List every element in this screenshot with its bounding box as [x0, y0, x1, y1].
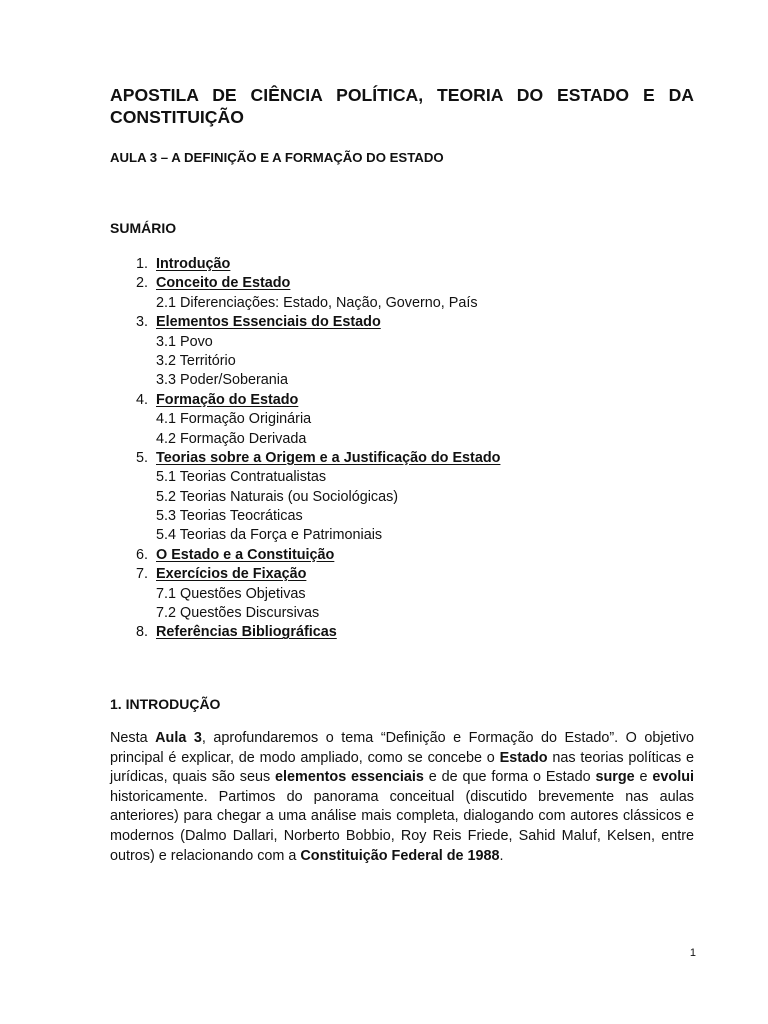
summary-item — [110, 391, 710, 410]
summary-item — [110, 255, 710, 274]
summary-item — [110, 313, 710, 332]
summary-item-number — [110, 623, 156, 642]
summary-item-label: O Estado e a Constituição — [156, 546, 335, 563]
summary-item-label: Teorias sobre a Origem e a Justificação do Estado — [156, 449, 501, 466]
summary-item-label: Conceito de Estado — [156, 275, 291, 292]
summary-item-number — [110, 274, 156, 293]
body-text: nas teorias políticas e jurídicas, quais são seus — [110, 749, 694, 786]
summary-subitem: 3.1 Povo — [156, 333, 213, 350]
summary-item-number-text: 1. — [135, 256, 148, 272]
emphasis-text: evolui — [652, 769, 694, 786]
summary-item-number — [110, 391, 156, 410]
summary-item — [110, 274, 710, 293]
summary-item-number — [110, 565, 156, 584]
summary-item-number — [110, 313, 156, 332]
summary-item-label: Formação do Estado — [156, 391, 299, 408]
summary-item-number-text: 2. — [135, 275, 148, 292]
emphasis-text: Constituição Federal de 1988 — [300, 847, 500, 864]
emphasis-text: Estado — [499, 749, 548, 766]
summary-subitem: 3.3 Poder/Soberania — [156, 372, 289, 389]
summary-heading: SUMÁRIO — [110, 220, 177, 236]
summary-item — [110, 565, 710, 584]
summary-item-number-text: 8. — [135, 624, 148, 641]
summary-item-number-text: 5. — [135, 449, 148, 466]
summary-item-number — [110, 546, 156, 565]
summary-subitem: 5.3 Teorias Teocráticas — [156, 508, 303, 525]
body-text: e de que forma o Estado — [423, 769, 596, 786]
summary-item — [110, 449, 710, 468]
summary-item-number-text: 4. — [135, 391, 148, 408]
emphasis-text: elementos essenciais — [275, 769, 424, 786]
summary-subitem: 5.2 Teorias Naturais (ou Sociológicas) — [156, 488, 399, 505]
document-title: APOSTILA DE CIÊNCIA POLÍTICA, TEORIA DO ESTADO E DA CONSTITUIÇÃO — [110, 85, 694, 127]
summary-item-number — [110, 449, 156, 468]
body-text: , aprofundaremos o tema “Definição e Formação do Estado”. O objetivo principal é explicar, de modo ampliado, como se concebe o — [110, 730, 695, 766]
document-subtitle: AULA 3 – A DEFINIÇÃO E A FORMAÇÃO DO ESTADO — [110, 150, 444, 165]
summary-item-label: Exercícios de Fixação — [156, 566, 307, 583]
emphasis-text: surge — [595, 769, 635, 786]
summary-subitem: 5.4 Teorias da Força e Patrimoniais — [156, 527, 383, 544]
body-text: historicamente. Partimos do panorama conceitual (discutido brevemente nas aulas anteriores) para chegar a uma análise mais completa, dialogando com autores clássicos e modernos (Dalmo Dallari, Norberto Bobbio, Roy Reis Friede, Sahid Maluf, Kelsen, entre outros) e relacionando com a — [110, 788, 694, 864]
summary-subitem: 7.2 Questões Discursivas — [156, 605, 320, 622]
summary-subitem: 7.1 Questões Objetivas — [156, 585, 306, 602]
summary-item-label: Introdução — [156, 256, 231, 272]
introduction-heading: 1. INTRODUÇÃO — [110, 696, 221, 712]
body-text: . — [499, 847, 504, 864]
emphasis-text: Aula 3 — [155, 730, 202, 746]
body-text: Nesta — [110, 730, 156, 746]
summary-subitem: 3.2 Território — [156, 352, 236, 369]
summary-list — [110, 255, 710, 643]
summary-item-number-text: 3. — [135, 314, 148, 331]
summary-subitem: 4.1 Formação Originária — [156, 411, 312, 428]
summary-item-label: Referências Bibliográficas — [156, 624, 337, 641]
introduction-paragraph — [110, 729, 694, 866]
summary-item-number-text: 6. — [135, 546, 148, 563]
summary-item — [110, 623, 710, 642]
summary-item-number-text: 7. — [135, 566, 148, 583]
summary-subitem: 2.1 Diferenciações: Estado, Nação, Governo, País — [156, 294, 478, 311]
summary-item — [110, 546, 710, 565]
page-number: 1 — [689, 947, 696, 959]
body-text: e — [634, 769, 653, 786]
summary-subitem: 4.2 Formação Derivada — [156, 430, 307, 447]
summary-item-number — [110, 255, 156, 274]
summary-item-label: Elementos Essenciais do Estado — [156, 314, 381, 331]
summary-subitem: 5.1 Teorias Contratualistas — [156, 469, 327, 486]
